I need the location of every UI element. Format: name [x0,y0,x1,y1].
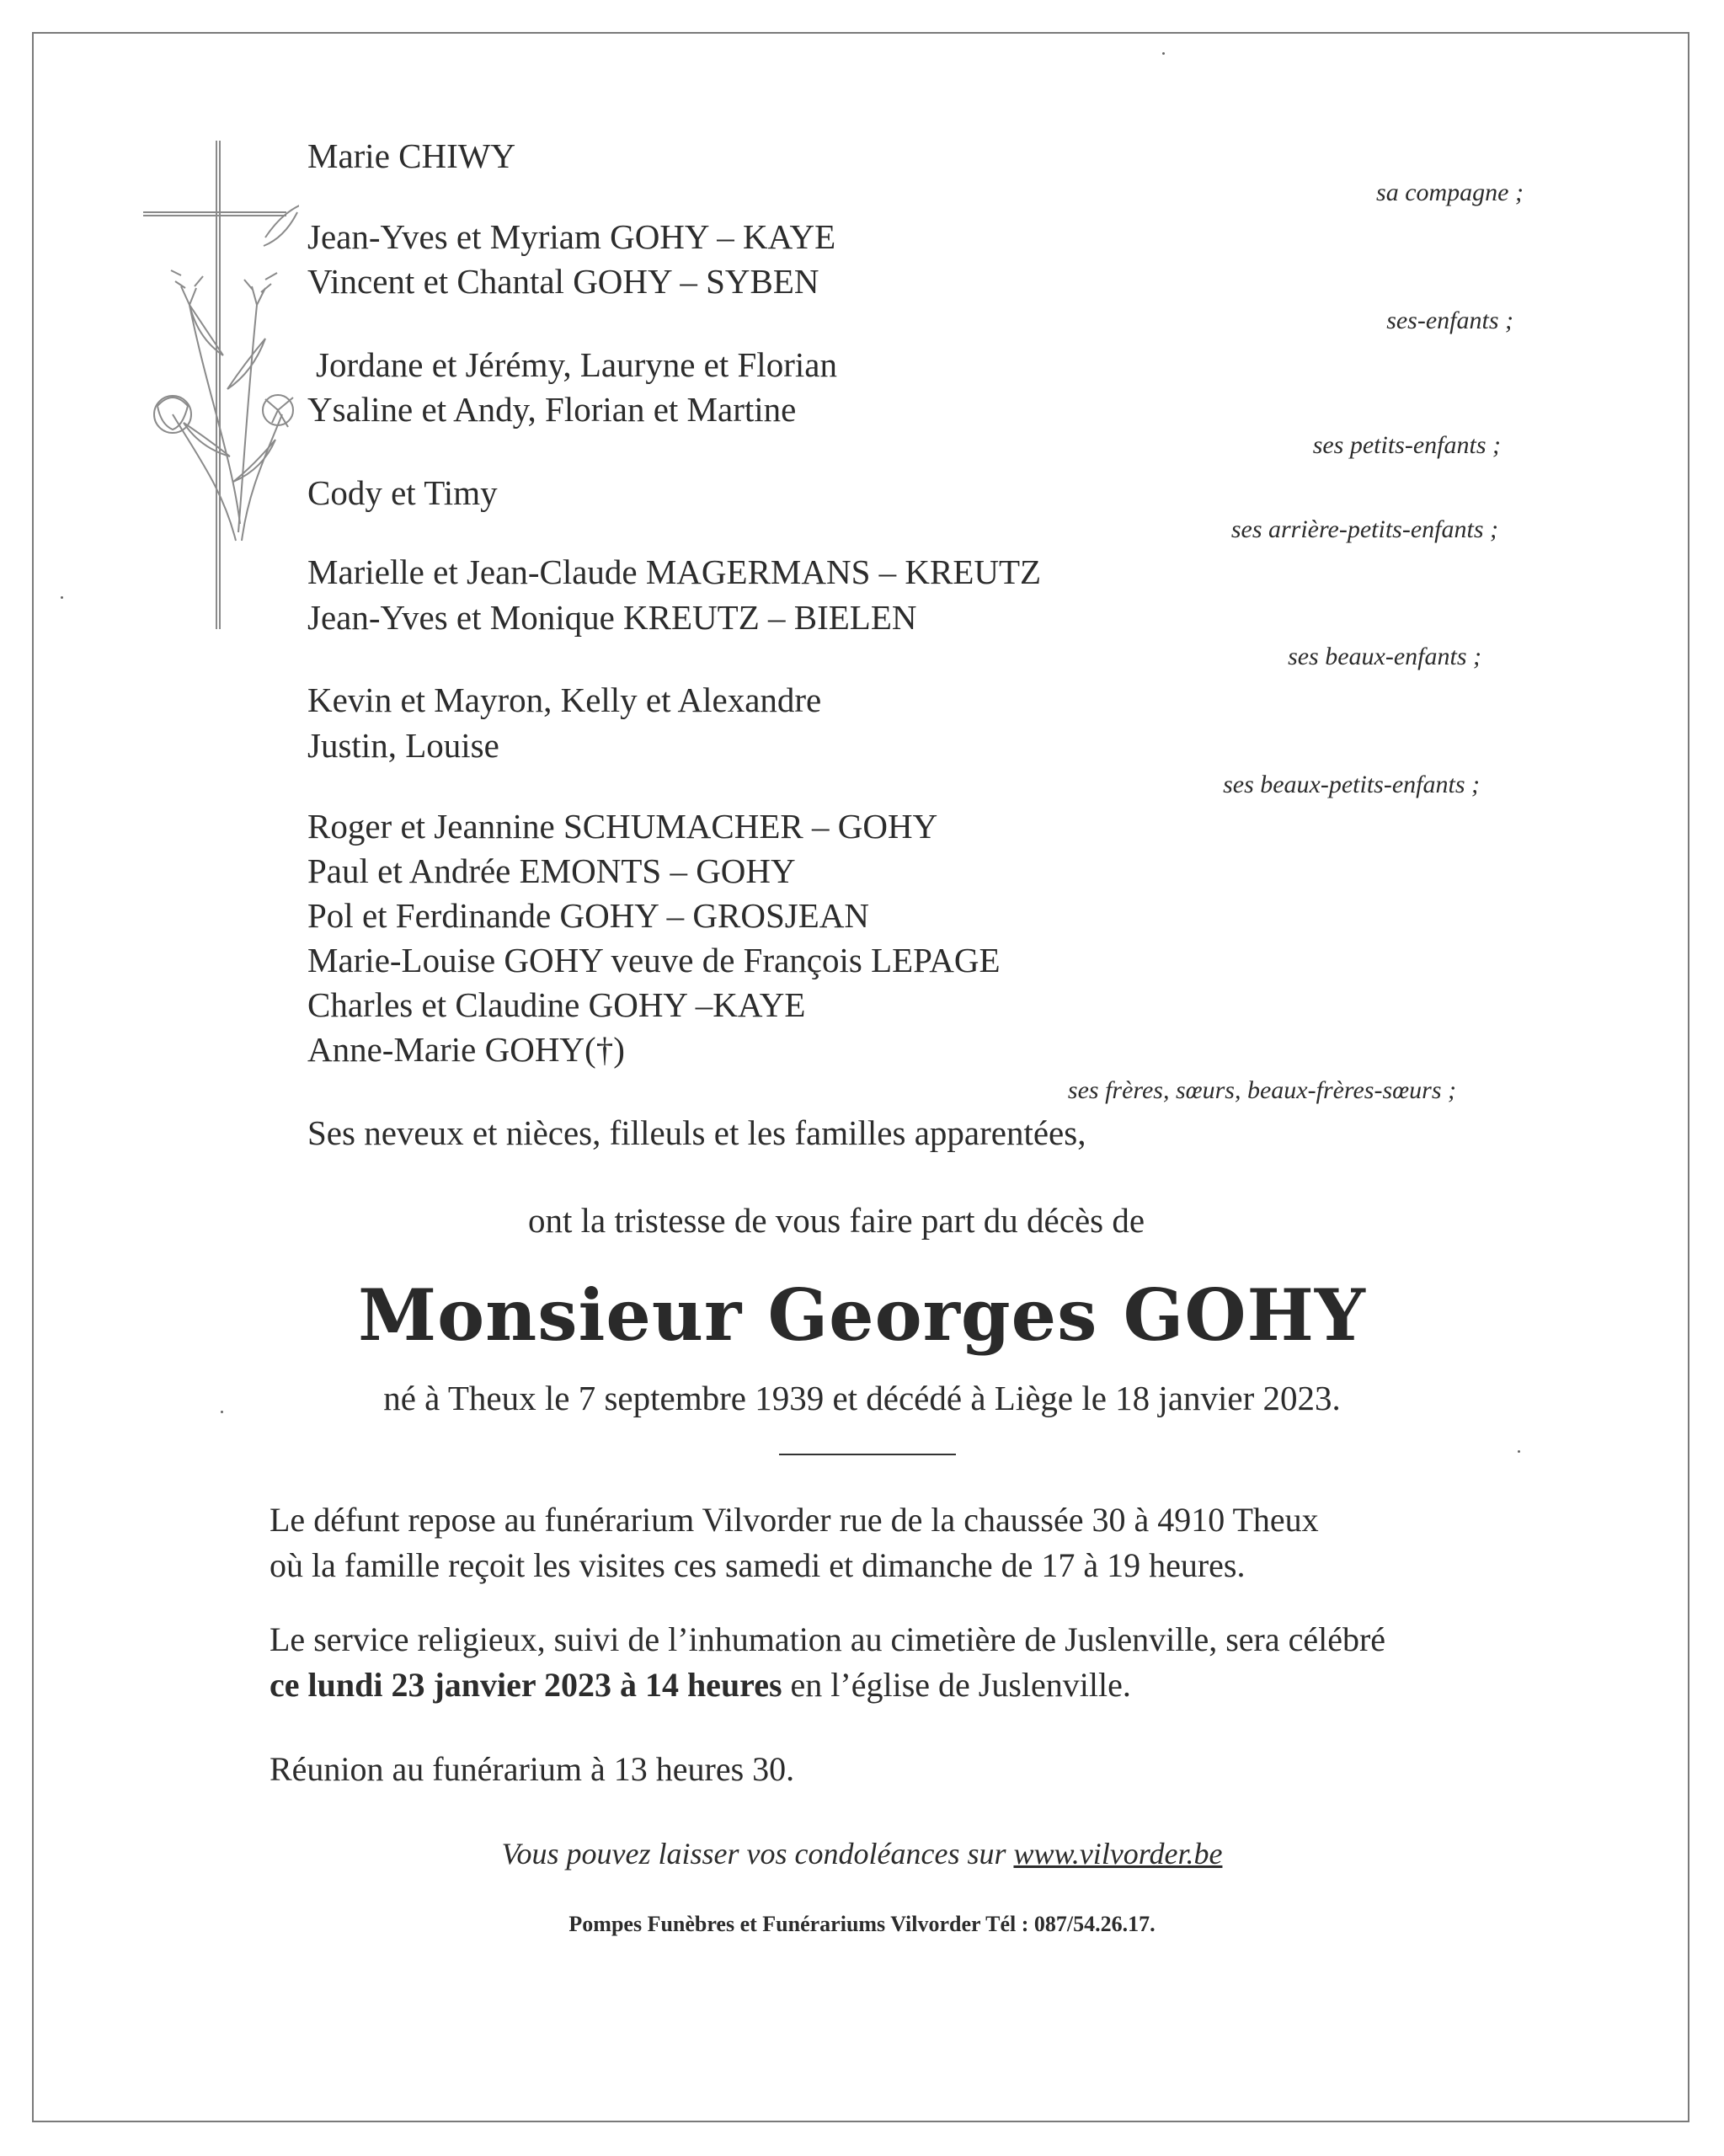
scan-speck [1162,52,1165,55]
funeral-home-footer: Pompes Funèbres et Funérariums Vilvorder Tél : 087/54.26.17. [568,1912,1156,1936]
service-info-line-1: Le service religieux, suivi de l’inhumation au cimetière de Juslenville, sera célébré [270,1620,1386,1658]
service-location: en l’église de Juslenville. [782,1666,1131,1704]
condolences-text: Vous pouvez laisser vos condoléances sur [501,1837,1014,1870]
scan-speck [61,596,63,599]
deceased-name: Monsieur Georges GOHY [358,1273,1366,1357]
family-name-line: Vincent et Chantal GOHY – SYBEN [307,262,819,301]
family-name-line: Kevin et Mayron, Kelly et Alexandre [307,680,822,719]
gathering-info: Réunion au funérarium à 13 heures 30. [270,1750,795,1788]
family-name-line: Jordane et Jérémy, Lauryne et Florian [316,345,837,384]
family-name-line: Pol et Ferdinande GOHY – GROSJEAN [307,896,869,935]
viewing-info-line-1: Le défunt repose au funérarium Vilvorder rue de la chaussée 30 à 4910 Theux [270,1501,1319,1539]
relation-label: ses arrière-petits-enfants ; [1230,515,1498,543]
relation-label: ses beaux-petits-enfants ; [1223,771,1480,798]
family-name-line: Charles et Claudine GOHY –KAYE [307,985,806,1024]
family-name-line: Ysaline et Andy, Florian et Martine [307,390,797,429]
family-name-line: Roger et Jeannine SCHUMACHER – GOHY [307,807,938,846]
relation-label: sa compagne ; [1376,179,1524,206]
family-closing-line: Ses neveux et nièces, filleuls et les familles apparentées, [307,1113,1086,1152]
birth-death-dates: né à Theux le 7 septembre 1939 et décédé à Liège le 18 janvier 2023. [383,1379,1341,1417]
relation-label: ses-enfants ; [1386,307,1513,334]
scan-speck [221,1411,223,1413]
condolences-website-link[interactable]: www.vilvorder.be [1013,1837,1223,1870]
separator-rule [779,1454,956,1455]
condolences-line [0,1836,1724,1871]
family-name-line: Marie CHIWY [307,136,516,175]
scan-speck [1518,1450,1520,1453]
family-name-line: Justin, Louise [307,726,499,765]
family-name-line: Jean-Yves et Monique KREUTZ – BIELEN [307,598,917,637]
service-info-line-2 [270,1662,1131,1708]
family-name-line: Jean-Yves et Myriam GOHY – KAYE [307,217,836,256]
relation-label: ses frères, sœurs, beaux-frères-sœurs ; [1067,1076,1456,1104]
viewing-info-line-2: où la famille reçoit les visites ces samedi et dimanche de 17 à 19 heures. [270,1546,1246,1584]
cross-with-flowers-illustration [139,136,299,642]
announcement-intro: ont la tristesse de vous faire part du décès de [528,1201,1145,1240]
family-name-line: Cody et Timy [307,473,498,512]
service-date-time: ce lundi 23 janvier 2023 à 14 heures [270,1666,782,1704]
family-name-line: Anne-Marie GOHY(†) [307,1030,625,1069]
relation-label: ses beaux-enfants ; [1288,643,1481,670]
family-name-line: Marielle et Jean-Claude MAGERMANS – KREUTZ [307,552,1042,591]
family-name-line: Marie-Louise GOHY veuve de François LEPAGE [307,941,1001,979]
relation-label: ses petits-enfants ; [1312,431,1501,459]
family-name-line: Paul et Andrée EMONTS – GOHY [307,851,796,890]
